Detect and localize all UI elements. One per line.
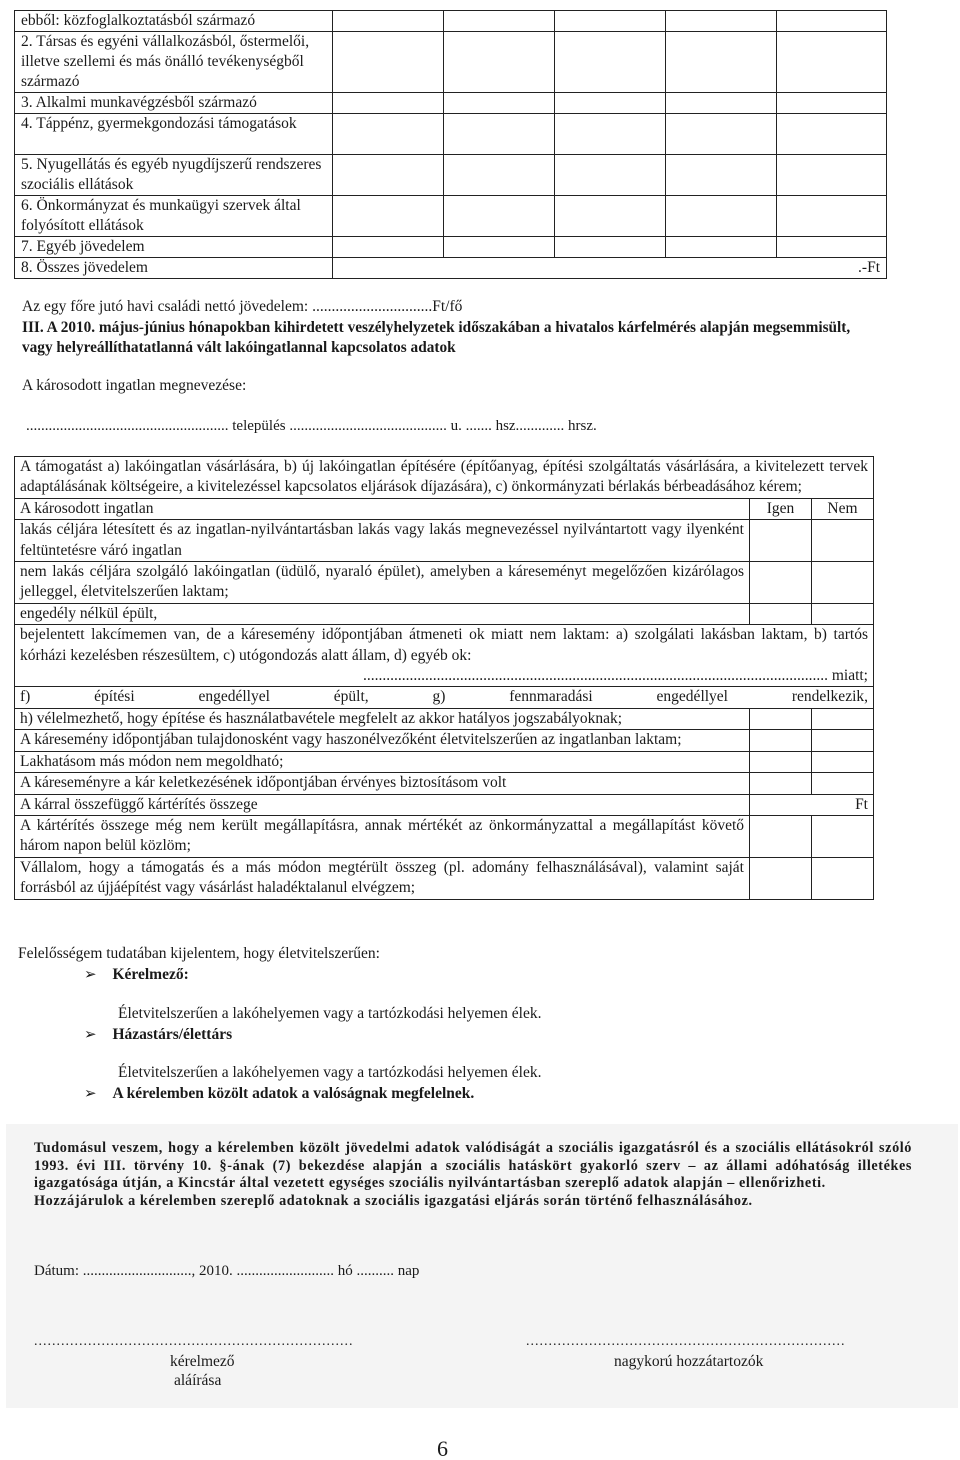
property-row-text: engedély nélkül épült, [15, 603, 750, 624]
spouse-heading: Házastárs/élettárs [112, 1026, 233, 1043]
table-row [15, 794, 874, 815]
data-verification-notice [34, 1140, 912, 1210]
page-number: 6 [437, 1436, 448, 1460]
property-header-label: A károsodott ingatlan [15, 498, 750, 519]
arrow-bullet-icon: ➢ [84, 1084, 97, 1102]
property-row-text: lakás céljára létesített és az ingatlan-nyilvántartásban lakás vagy lakás megnevezéssel nyilvántartott vagy ilyenként feltüntetésre váró ingatlan [15, 520, 750, 562]
property-row-text: Lakhatásom más módon nem megoldható; [15, 751, 750, 772]
temporary-absence-text: bejelentett lakcímemen van, de a káresemény időpontjában átmeneti ok miatt nem laktam: a) szolgálati lakásban laktam, b) tartós kórházi kezelésben részesültem, c) utógondozás alatt állam, d) egyéb ok: [20, 626, 868, 664]
arrow-bullet-icon: ➢ [84, 965, 97, 983]
property-table [14, 456, 874, 900]
relatives-signature-dots: ....................................................................... [526, 1334, 846, 1349]
property-row-text: A kártérítés összege még nem került megállapításra, annak mértékét az önkormányzattal a megállapítást követő három napon belül közlöm; [15, 815, 750, 857]
relatives-signature-label: nagykorú hozzátartozók [614, 1353, 764, 1370]
compensation-ft: Ft [750, 794, 874, 815]
total-ft-cell: .-Ft [333, 258, 887, 279]
signature-caption: aláírása [174, 1372, 222, 1389]
property-row-text: A kárral összefüggő kártérítés összege [15, 794, 750, 815]
table-row [15, 603, 874, 624]
consent-paragraph: Hozzájárulok a kérelemben szereplő adatoknak a szociális igazgatási eljárás során történő felhasználásához. [34, 1192, 753, 1209]
truthfulness-statement: A kérelemben közölt adatok a valóságnak megfelelnek. [112, 1085, 475, 1102]
property-row-text: A káreseményre a kár keletkezésének időpontjában érvényes biztosításom volt [15, 773, 750, 794]
table-row [15, 237, 887, 258]
property-row-text: Vállalom, hogy a támogatás és a más módon megtérült összeg (pl. adomány felhasználásával), valamint saját forrásból az újjáépítést vagy vásárlást haladéktalanul elvégzem; [15, 857, 750, 899]
income-row-label: 7. Egyéb jövedelem [15, 237, 333, 258]
table-row [15, 625, 874, 687]
yes-column-header: Igen [750, 498, 812, 519]
temporary-absence-cell [15, 625, 874, 687]
table-row [15, 498, 874, 519]
table-row [15, 520, 874, 562]
table-row [15, 114, 887, 155]
applicant-signature-label: kérelmező [170, 1353, 235, 1370]
income-table [14, 10, 887, 279]
table-row [15, 708, 874, 729]
section-3-heading: III. A 2010. május-június hónapokban kihirdetett veszélyhelyzetek időszakában a hivatalos kárfelmérés alapján megsemmisült, vagy helyreállíthatatlanná vált lakóingatlannal kapcsolatos adatok [22, 319, 851, 356]
table-row [15, 815, 874, 857]
permit-line: f) építési engedéllyel épült, g) fennmaradási engedéllyel rendelkezik, [15, 687, 874, 708]
table-row [15, 258, 887, 279]
date-line: Dátum: ............................., 2010. .......................... hó .......... nap [34, 1263, 420, 1279]
income-row-label: 6. Önkormányzat és munkaügyi szervek által folyósított ellátások [15, 196, 333, 237]
table-row [15, 32, 887, 93]
table-row [15, 687, 874, 708]
table-row [15, 857, 874, 899]
income-row-label: ebből: közfoglalkoztatásból származó [15, 11, 333, 32]
bullet-truthfulness [84, 1084, 474, 1103]
income-row-label: 5. Nyugellátás és egyéb nyugdíjszerű rendszeres szociális ellátások [15, 155, 333, 196]
income-row-label: 4. Táppénz, gyermekgondozási támogatások [15, 114, 333, 155]
income-row-label: 2. Társas és egyéni vállalkozásból, őstermelői, illetve szellemi és más önálló tevékenységből származó [15, 32, 333, 93]
arrow-bullet-icon: ➢ [84, 1025, 97, 1043]
spouse-statement: Életvitelszerűen a lakóhelyemen vagy a tartózkodási helyemen élek. [118, 1064, 542, 1081]
applicant-heading: Kérelmező: [112, 966, 189, 983]
applicant-statement: Életvitelszerűen a lakóhelyemen vagy a tartózkodási helyemen élek. [118, 1005, 542, 1022]
table-row [15, 457, 874, 499]
notice-paragraph: Tudomásul veszem, hogy a kérelemben közölt jövedelmi adatok valódiságát a szociális igazgatásról és a szociális ellátásokról szóló 1993. évi III. törvény 10. §-ának (7) bekezdése alapján a szociális hatáskört gyakorló szerv – az állami adóhatóság illetékes igazgatósága útján, a Kincstár által vezetett egységes szociális nyilvántartásban szereplő adatok alapján – ellenőrizheti. [34, 1140, 912, 1192]
property-row-text: nem lakás céljára szolgáló lakóingatlan (üdülő, nyaraló épület), amelyben a káreseményt megelőzően kizárólagos jelleggel, életvitelszerűen laktam; [15, 562, 750, 604]
declaration-intro: Felelősségem tudatában kijelentem, hogy életvitelszerűen: [18, 945, 380, 962]
income-row-label: 8. Összes jövedelem [15, 258, 333, 279]
table-row [15, 11, 887, 32]
other-reason-line: ........................................................................................................................ miatt; [362, 667, 868, 685]
table-row [15, 562, 874, 604]
property-row-text: h) vélelmezhető, hogy építése és használatbavétele megfelelt az akkor hatályos jogszabályoknak; [15, 708, 750, 729]
address-line: ...................................................... település .......................................... u. ....... hsz............. hrsz. [26, 418, 597, 434]
bullet-applicant [84, 965, 189, 984]
table-row [15, 93, 887, 114]
damaged-property-label: A károsodott ingatlan megnevezése: [22, 377, 247, 394]
table-row [15, 773, 874, 794]
per-capita-income: Az egy főre jutó havi családi nettó jövedelem: ...............................Ft/fő [22, 298, 463, 315]
property-row-text: A káresemény időpontjában tulajdonosként vagy haszonélvezőként életvitelszerűen az ingatlanban laktam; [15, 730, 750, 751]
table-row [15, 730, 874, 751]
no-column-header: Nem [812, 498, 874, 519]
support-purpose: A támogatást a) lakóingatlan vásárlására, b) új lakóingatlan építésére (építőanyag, építési szolgáltatás vásárlására, a kivitelezett tervek adaptálásának költségeire, a kivitelezéssel kapcsolatos eljárások díjazására), c) önkormányzati bérlakás bérbeadásához kérem; [15, 457, 874, 499]
income-row-label: 3. Alkalmi munkavégzésből származó [15, 93, 333, 114]
table-row [15, 196, 887, 237]
table-row [15, 155, 887, 196]
table-row [15, 751, 874, 772]
applicant-signature-dots: ....................................................................... [34, 1334, 354, 1349]
bullet-spouse [84, 1025, 232, 1044]
